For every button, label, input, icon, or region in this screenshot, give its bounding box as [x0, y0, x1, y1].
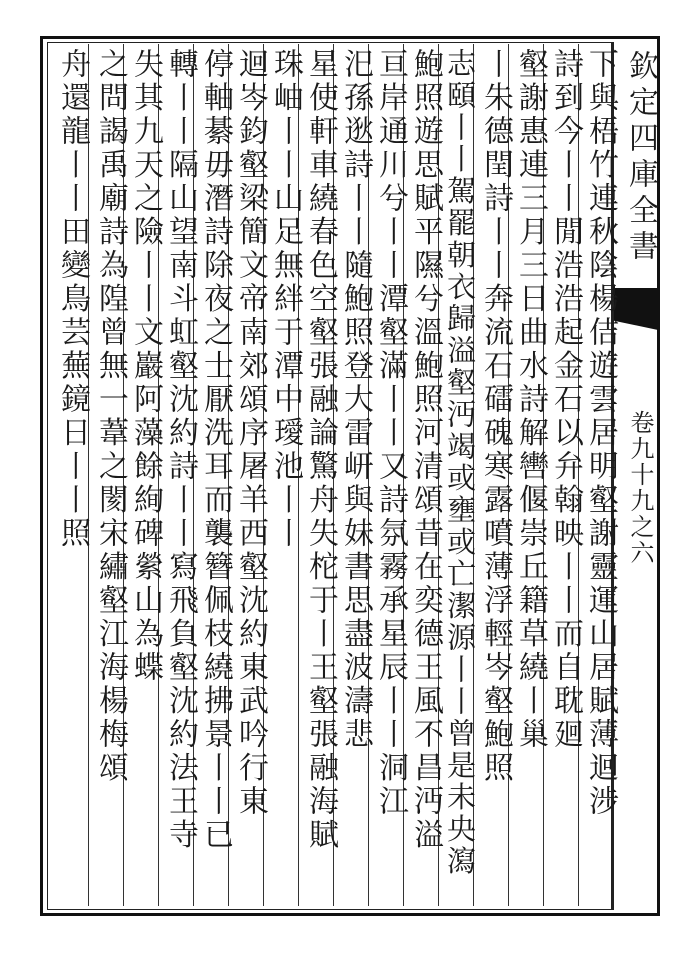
text-column-9: 星使軒車繞春色空壑張融論驚舟失柁于丨王壑張融海賦 — [303, 48, 338, 852]
page-margin — [618, 50, 658, 910]
text-column-3: 壑謝惠連三月三日曲水詩解轡偃崇丘籍草繞丨巢 — [513, 48, 548, 752]
juan-number: 卷九十九之六 — [626, 410, 654, 566]
text-column-2: 詩到今丨丨閒浩浩起金石以弁翰映丨丨而自耽廻 — [548, 48, 583, 752]
text-column-1: 下與梧竹連秋陰楊佶遊雲居明壑謝靈運山居賦薄迴涉 — [583, 48, 618, 819]
text-column-6: 鮑照遊思賦平隰兮溫鮑照河清頌昔在奕德王風不昌沔溢 — [408, 48, 443, 852]
text-column-13: 轉丨丨隔山望南斗虹壑沈約詩丨丨寫飛負壑沈約法王寺 — [163, 48, 198, 852]
text-column-15: 之問謁禹廟詩為隍曾無一葦之閡宋繡壑江海楊梅頌 — [93, 48, 128, 785]
text-column-12: 停軸綦毋潛詩除夜之士厭洗耳而襲簪佩枝繞拂景丨丨已 — [198, 48, 233, 852]
text-column-10: 珠岫丨丨山足無絆于潭中璦池丨丨 — [268, 48, 303, 551]
text-column-7: 亘岸通川兮丨丨潭壑滿丨丨又詩氛霧承星辰丨丨洞江 — [373, 48, 408, 819]
text-column-16: 舟還龍丨丨田變鳥芸蕪鏡日丨丨照 — [55, 48, 90, 551]
text-column-14: 失其九天之險丨丨文巖阿藻餘絢碑縈山為蝶 — [128, 48, 163, 685]
text-column-11: 迴岑鈞壑梁簡文帝南郊頌序屠羊西壑沈約東武吟行東 — [233, 48, 268, 819]
text-column-8: 汜孫逖詩丨丨隨鮑照登大雷岍與妹書思盡波濤悲 — [338, 48, 373, 752]
text-column-4: 丨朱德閏詩丨丨奔流石礌磈寒露噴薄浮輕岑壑鮑照 — [478, 48, 513, 785]
text-column-5: 志頤丨丨駕罷朝衣歸溢壑沔竭或壅或亡潔源丨丨曾是未央瀉 — [443, 48, 477, 878]
book-title: 欽定四庫全書 — [623, 50, 658, 266]
